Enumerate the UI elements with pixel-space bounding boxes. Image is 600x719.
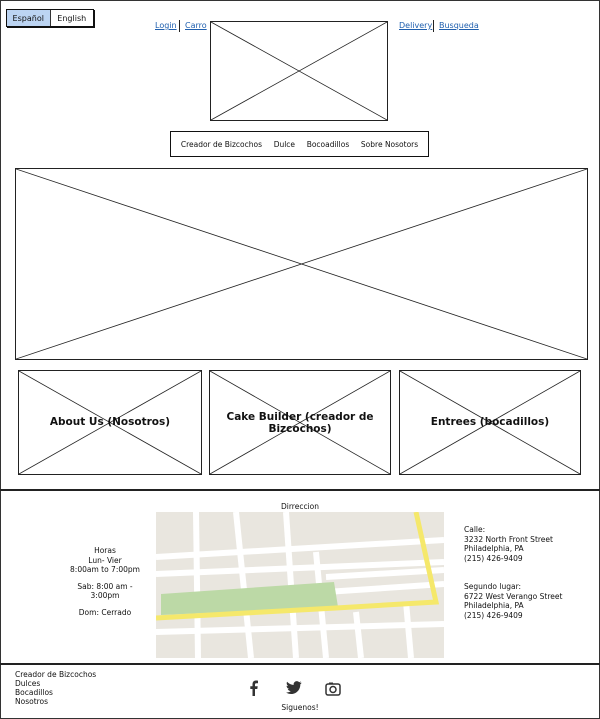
footer-link-cake-builder[interactable]: Creador de Bizcochos bbox=[15, 670, 97, 679]
nav-item-cake-builder[interactable]: Creador de Bizcochos bbox=[180, 139, 263, 149]
hours-line bbox=[60, 575, 150, 582]
address-line: (215) 426-9409 bbox=[464, 553, 523, 563]
follow-us-label: Siguenos! bbox=[281, 703, 319, 712]
tile-label: Cake Builder (creador de Bizcochos) bbox=[226, 411, 374, 435]
tile-about-us[interactable] bbox=[18, 370, 202, 475]
lang-espanol[interactable]: Español bbox=[7, 10, 51, 26]
instagram-icon[interactable] bbox=[325, 682, 341, 700]
footer-link-sweets[interactable]: Dulces bbox=[15, 679, 41, 688]
address-line: Segundo lugar: bbox=[464, 582, 522, 591]
address-line: (215) 426-9409 bbox=[464, 610, 523, 620]
tile-cake-builder[interactable] bbox=[209, 370, 391, 475]
nav-item-sweets[interactable]: Dulce bbox=[273, 139, 296, 149]
direction-title: Dirreccion bbox=[280, 502, 320, 511]
tile-label: About Us (Nosotros) bbox=[49, 416, 171, 428]
hero-image-placeholder bbox=[15, 168, 588, 360]
hours-block bbox=[60, 546, 150, 617]
hours-line: Sab: 8:00 am - bbox=[77, 581, 133, 591]
nav-item-snacks[interactable]: Bocoadillos bbox=[306, 139, 350, 149]
hours-line: Horas bbox=[94, 546, 116, 555]
address-main bbox=[464, 525, 594, 563]
address-line: 6722 West Verango Street bbox=[464, 591, 563, 601]
delivery-link[interactable]: Delivery bbox=[399, 21, 433, 30]
facebook-icon[interactable] bbox=[248, 680, 260, 700]
map-graphic bbox=[156, 512, 444, 658]
tile-entrees[interactable] bbox=[399, 370, 581, 475]
hours-line: Lun- Vier bbox=[88, 555, 122, 565]
search-link[interactable]: Busqueda bbox=[439, 21, 479, 30]
hours-line bbox=[60, 601, 150, 608]
hours-line: Dom: Cerrado bbox=[78, 607, 132, 617]
lang-english[interactable]: English bbox=[57, 13, 87, 23]
cart-link[interactable]: Carro bbox=[185, 21, 207, 30]
nav-item-about[interactable]: Sobre Nosotors bbox=[360, 139, 419, 149]
address-second bbox=[464, 582, 594, 620]
main-nav bbox=[170, 131, 429, 157]
logo-placeholder bbox=[210, 21, 388, 121]
location-map[interactable] bbox=[156, 512, 444, 658]
language-toggle[interactable] bbox=[6, 9, 94, 27]
divider bbox=[179, 20, 180, 32]
section-divider bbox=[0, 489, 600, 491]
address-line: Calle: bbox=[464, 525, 486, 534]
footer-link-about[interactable]: Nosotros bbox=[15, 697, 49, 706]
hours-line: 3:00pm bbox=[90, 591, 120, 600]
footer-links bbox=[15, 670, 96, 706]
address-line: 3232 North Front Street bbox=[464, 534, 553, 544]
section-divider bbox=[0, 663, 600, 665]
twitter-icon[interactable] bbox=[286, 681, 302, 699]
footer-link-snacks[interactable]: Bocadillos bbox=[15, 688, 53, 697]
divider bbox=[433, 20, 434, 32]
login-link[interactable]: Login bbox=[155, 21, 177, 30]
hours-line: 8:00am to 7:00pm bbox=[70, 565, 140, 574]
address-line: Philadelphia, PA bbox=[464, 601, 524, 610]
tile-label: Entrees (bocadillos) bbox=[430, 416, 550, 428]
address-line: Philadelphia, PA bbox=[464, 544, 524, 553]
